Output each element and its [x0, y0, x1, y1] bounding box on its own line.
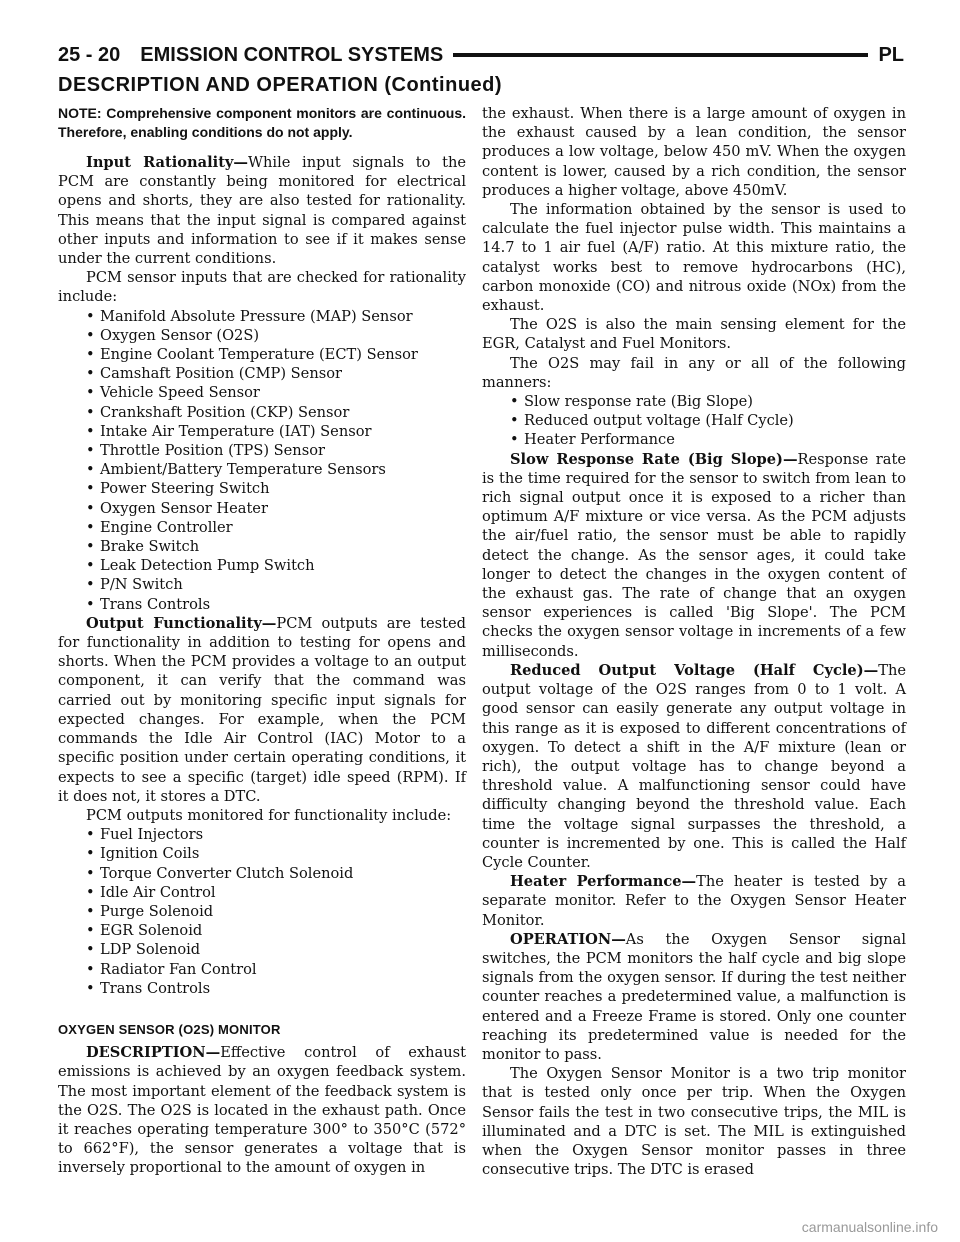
input-rationality-paragraph [58, 153, 466, 268]
paragraph: The O2S is also the main sensing element for the EGR, Catalyst and Fuel Monitors. [482, 316, 906, 353]
output-functionality-lead: Output Functionality— [86, 614, 277, 632]
output-functionality-paragraph [58, 614, 466, 806]
page-number: 25 - 20 [58, 43, 121, 66]
list-item: • Throttle Position (TPS) Sensor [86, 441, 466, 460]
list-item: • EGR Solenoid [86, 921, 466, 940]
list-item: • Crankshaft Position (CKP) Sensor [86, 403, 466, 422]
paragraph: The O2S may fail in any or all of the following manners: [482, 354, 906, 391]
list-item: • Power Steering Switch [86, 479, 466, 498]
operation-text: As the Oxygen Sensor signal switches, the PCM monitors the half cycle and big slope signals from the oxygen sensor. If during the test neither counter reaches a predetermined value, a malfunction is entered and a Freeze Frame is stored. Only one counter reaching its predetermined value is needed for the monitor to pass. [482, 930, 906, 1063]
watermark-footer: carmanualsonline.info [801, 1219, 938, 1235]
list-item: • P/N Switch [86, 575, 466, 594]
list-item: • Engine Controller [86, 518, 466, 537]
operation-paragraph [482, 930, 906, 1064]
input-rationality-lead: Input Rationality— [86, 154, 249, 171]
sensor-intro: PCM sensor inputs that are checked for rationality include: [58, 269, 466, 306]
failure-list [482, 392, 906, 450]
list-item: • Purge Solenoid [86, 902, 466, 921]
list-item: • Vehicle Speed Sensor [86, 383, 466, 402]
list-item: • Engine Coolant Temperature (ECT) Sensor [86, 345, 466, 364]
slow-response-lead: Slow Response Rate (Big Slope)— [510, 450, 798, 468]
list-item: • Manifold Absolute Pressure (MAP) Sensor [86, 307, 466, 326]
description-lead: DESCRIPTION— [86, 1044, 221, 1062]
reduced-output-lead: Reduced Output Voltage (Half Cycle)— [510, 661, 879, 679]
chapter-title: EMISSION CONTROL SYSTEMS [140, 43, 444, 66]
page-header [58, 40, 904, 70]
list-item: • Oxygen Sensor Heater [86, 499, 466, 518]
heater-performance-lead: Heater Performance— [510, 873, 697, 891]
list-item: • Ambient/Battery Temperature Sensors [86, 460, 466, 479]
right-column [482, 104, 906, 1179]
list-item: • Leak Detection Pump Switch [86, 556, 466, 575]
input-rationality-text: While input signals to the PCM are constantly being monitored for electrical opens and shorts, they are also tested for rationality. This means that the input signal is compared against other inputs and information to see if it makes sense under the current conditions. [58, 154, 467, 268]
reduced-output-text: The output voltage of the O2S ranges from 0 to 1 volt. A good sensor can easily generate any output voltage in this range as it is exposed to different concentrations of oxygen. To detect a shift in the A/F mixture (lean or rich), the output voltage has to change beyond a threshold value. A malfunctioning sensor could have difficulty changing beyond the threshold value. Each time the voltage signal surpasses the threshold, a counter is incremented by one. This is called the Half Cycle Counter. [482, 661, 906, 871]
header-rule [453, 53, 868, 57]
list-item: • Torque Converter Clutch Solenoid [86, 864, 466, 883]
slow-response-text: Response rate is the time required for the sensor to switch from lean to rich signal output once it is exposed to a richer than optimum A/F mixture or vice versa. As the PCM adjusts the air/fuel ratio, the sensor must be able to rapidly detect the change. As the sensor ages, it could take longer to detect the changes in the oxygen content of the exhaust gas. The rate of change that an oxygen sensor experiences is called 'Big Slope'. The PCM checks the oxygen sensor voltage in increments of a few milliseconds. [482, 450, 906, 660]
output-functionality-text: PCM outputs are tested for functionality in addition to testing for opens and shorts. When the PCM provides a voltage to an output component, it can verify that the command was carried out by monitoring specific input signals for expected changes. For example, when the PCM commands the Idle Air Control (IAC) Motor to a specific position under certain operating conditions, it expects to see a specific (target) idle speed (RPM). If it does not, it stores a DTC. [58, 614, 466, 805]
list-item: • Oxygen Sensor (O2S) [86, 326, 466, 345]
description-paragraph [58, 1043, 466, 1177]
reduced-output-paragraph [482, 661, 906, 872]
list-item: • Reduced output voltage (Half Cycle) [510, 411, 906, 430]
list-item: • Camshaft Position (CMP) Sensor [86, 364, 466, 383]
o2s-monitor-heading: OXYGEN SENSOR (O2S) MONITOR [58, 1021, 281, 1037]
output-list [58, 825, 466, 998]
description-text: Effective control of exhaust emissions is achieved by an oxygen feedback system. The most important element of the feedback system is the O2S. The O2S is located in the exhaust path. Once it reaches operating temperature 300° to 350°C (572° to 662°F), the sensor generates a voltage that is inversely proportional to the amount of oxygen in [58, 1044, 466, 1177]
list-item: • Ignition Coils [86, 844, 466, 863]
heater-performance-paragraph [482, 872, 906, 930]
paragraph: The information obtained by the sensor is used to calculate the fuel injector pulse width. This maintains a 14.7 to 1 air fuel (A/F) ratio. At this mixture ratio, the catalyst works best to remove hydrocarbons (HC), carbon monoxide (CO) and nitrous oxide (NOx) from the exhaust. [482, 201, 906, 315]
paragraph-continued: the exhaust. When there is a large amount of oxygen in the exhaust caused by a lean condition, the sensor produces a low voltage, below 450 mV. When the oxygen content is lower, caused by a rich condition, the sensor produces a higher voltage, above 450mV. [482, 105, 906, 199]
paragraph: The Oxygen Sensor Monitor is a two trip monitor that is tested only once per trip. When the Oxygen Sensor fails the test in two consecutive trips, the MIL is illuminated and a DTC is set. The MIL is extinguished when the Oxygen Sensor monitor passes in three consecutive trips. The DTC is erased [482, 1065, 906, 1179]
operation-lead: OPERATION— [510, 930, 626, 948]
list-item: • Trans Controls [86, 595, 466, 614]
sensor-list [58, 307, 466, 614]
model-code: PL [878, 43, 904, 66]
list-item: • Slow response rate (Big Slope) [510, 392, 906, 411]
list-item: • Idle Air Control [86, 883, 466, 902]
list-item: • Heater Performance [510, 430, 906, 449]
heater-performance-text: The heater is tested by a separate monitor. Refer to the Oxygen Sensor Heater Monitor. [482, 873, 906, 929]
note: NOTE: Comprehensive component monitors are continuous. Therefore, enabling conditions do not apply. [58, 105, 466, 140]
slow-response-paragraph [482, 450, 906, 661]
list-item: • Fuel Injectors [86, 825, 466, 844]
output-intro: PCM outputs monitored for functionality include: [86, 806, 452, 824]
section-title: DESCRIPTION AND OPERATION (Continued) [58, 74, 503, 96]
list-item: • LDP Solenoid [86, 940, 466, 959]
left-column [58, 104, 466, 1178]
list-item: • Radiator Fan Control [86, 960, 466, 979]
list-item: • Intake Air Temperature (IAT) Sensor [86, 422, 466, 441]
list-item: • Trans Controls [86, 979, 466, 998]
list-item: • Brake Switch [86, 537, 466, 556]
